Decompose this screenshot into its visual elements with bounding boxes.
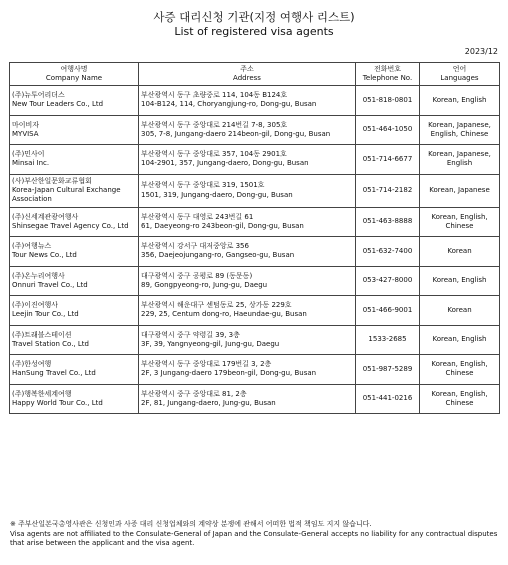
title-korean: 사증 대리신청 기관(지정 여행사 리스트) (153, 10, 355, 24)
telephone-cell: 051-441-0216 (356, 384, 420, 414)
company-cell: (주)이진여행사 Leejin Tour Co., Ltd (10, 296, 139, 326)
address-cell: 부산광역시 동구 중앙대로 357, 104동 2901호 104-2901, 357, Jungang-daero, Dong-gu, Busan (139, 145, 356, 175)
telephone-cell: 051-464-1050 (356, 115, 420, 145)
agents-table (9, 62, 500, 414)
languages-cell: Korean, English (420, 266, 500, 296)
table-row (10, 266, 500, 296)
company-cell: (주)여행뉴스 Tour News Co., Ltd (10, 237, 139, 267)
languages-cell: Korean, Japanese, English, Chinese (420, 115, 500, 145)
address-cell: 부산광역시 해운대구 센텀동로 25, 상가동 229호 229, 25, Centum dong-ro, Haeundae-gu, Busan (139, 296, 356, 326)
address-cell: 부산광역시 동구 중앙대로 319, 1501호 1501, 319, Jungang-daero, Dong-gu, Busan (139, 174, 356, 207)
company-cell: (주)온누리여행사 Onnuri Travel Co., Ltd (10, 266, 139, 296)
table-row (10, 296, 500, 326)
table-row (10, 86, 500, 116)
languages-cell: Korean, English, Chinese (420, 355, 500, 385)
table-row (10, 325, 500, 355)
col-header-languages: 언어 Languages (420, 63, 500, 86)
telephone-cell: 051-466-9001 (356, 296, 420, 326)
languages-cell: Korean, Japanese (420, 174, 500, 207)
languages-cell: Korean, English (420, 86, 500, 116)
address-cell: 부산광역시 중구 중앙대로 81, 2층 2F, 81, Jungang-daero, Jung-gu, Busan (139, 384, 356, 414)
telephone-cell: 1533-2685 (356, 325, 420, 355)
address-cell: 부산광역시 동구 중앙대로 179번길 3, 2층 2F, 3 Jungang-daero 179beon-gil, Dong-gu, Busan (139, 355, 356, 385)
footer-note (10, 520, 502, 549)
footer-note-korean: ※ 주부산일본국총영사관은 신청인과 사증 대리 신청업체와의 계약상 분쟁에 관해서 어떠한 법적 책임도 지지 않습니다. (10, 520, 372, 528)
telephone-cell: 053-427-8000 (356, 266, 420, 296)
languages-cell: Korean, English, Chinese (420, 207, 500, 237)
col-header-address: 주소 Address (139, 63, 356, 86)
company-cell: (주)뉴투어리더스 New Tour Leaders Co., Ltd (10, 86, 139, 116)
footer-note-english: Visa agents are not affiliated to the Consulate-General of Japan and the Consulate-General accepts no liability for any contractual disputes that arise between the applicant and the visa agent. (10, 529, 498, 547)
table-row (10, 115, 500, 145)
table-row (10, 355, 500, 385)
telephone-cell: 051-632-7400 (356, 237, 420, 267)
languages-cell: Korean, English (420, 325, 500, 355)
address-cell: 대구광역시 중구 공평로 89 (동문동) 89, Gongpyeong-ro, Jung-gu, Daegu (139, 266, 356, 296)
telephone-cell: 051-987-5289 (356, 355, 420, 385)
languages-cell: Korean (420, 296, 500, 326)
col-header-telephone: 전화번호 Telephone No. (356, 63, 420, 86)
col-header-company: 여행사명 Company Name (10, 63, 139, 86)
table-row (10, 237, 500, 267)
telephone-cell: 051-714-6677 (356, 145, 420, 175)
company-cell: 마이비자 MYVISA (10, 115, 139, 145)
company-cell: (주)트래블스테이션 Travel Station Co., Ltd (10, 325, 139, 355)
company-cell: (주)신세계관광여행사 Shinsegae Travel Agency Co., Ltd (10, 207, 139, 237)
table-row (10, 174, 500, 207)
company-cell: (주)행복한세계여행 Happy World Tour Co., Ltd (10, 384, 139, 414)
table-row (10, 384, 500, 414)
languages-cell: Korean (420, 237, 500, 267)
company-cell: (사)부산한일문화교류협회 Korea-Japan Cultural Exchange Association (10, 174, 139, 207)
address-cell: 부산광역시 동구 중앙대로 214번길 7-8, 305호 305, 7-8, Jungang-daero 214beon-gil, Dong-gu, Busan (139, 115, 356, 145)
languages-cell: Korean, English, Chinese (420, 384, 500, 414)
telephone-cell: 051-714-2182 (356, 174, 420, 207)
table-header-row (10, 63, 500, 86)
languages-cell: Korean, Japanese, English (420, 145, 500, 175)
address-cell: 부산광역시 강서구 대저중앙로 356 356, Daejeojungang-ro, Gangseo-gu, Busan (139, 237, 356, 267)
company-cell: (주)민사이 Minsai Inc. (10, 145, 139, 175)
telephone-cell: 051-818-0801 (356, 86, 420, 116)
company-cell: (주)한성여행 HanSung Travel Co., Ltd (10, 355, 139, 385)
address-cell: 부산광역시 동구 대영로 243번길 61 61, Daeyeong-ro 243beon-gil, Dong-gu, Busan (139, 207, 356, 237)
address-cell: 부산광역시 동구 초량중로 114, 104동 B124호 104-B124, 114, Choryangjung-ro, Dong-gu, Busan (139, 86, 356, 116)
telephone-cell: 051-463-8888 (356, 207, 420, 237)
table-row (10, 207, 500, 237)
address-cell: 대구광역시 중구 약령길 39, 3층 3F, 39, Yangnyeong-gil, Jung-gu, Daegu (139, 325, 356, 355)
title-english: List of registered visa agents (174, 25, 334, 38)
document-date: 2023/12 (464, 47, 498, 56)
table-row (10, 145, 500, 175)
